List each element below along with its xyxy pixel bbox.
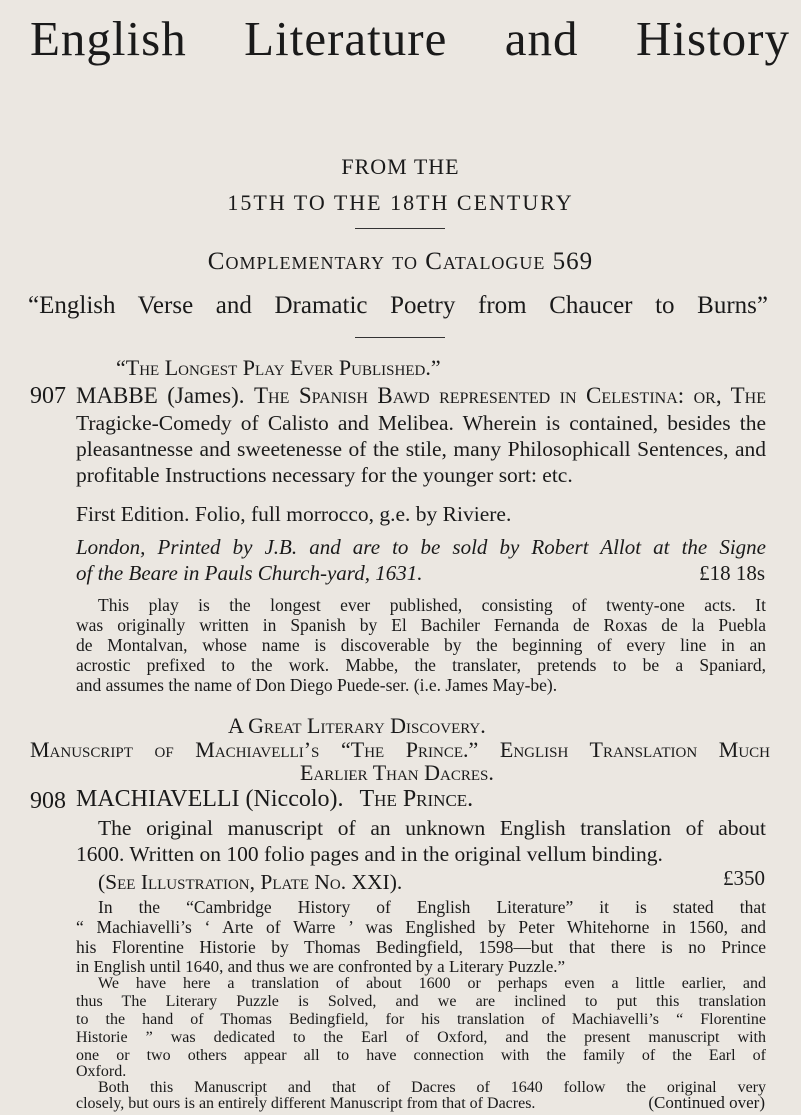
entry-title-line [76, 383, 766, 409]
entry-title-line [76, 786, 473, 813]
lot-number: 907 [30, 383, 66, 409]
complementary-line: Complementary to Catalogue 569 [207, 248, 594, 275]
divider-rule [355, 228, 445, 229]
entry-note: Oxford. [76, 1063, 127, 1080]
entry-illustration-ref: (See Illustration, Plate No. XXI). [98, 870, 403, 894]
continued-over: (Continued over) [648, 1093, 765, 1112]
page-title: English Literature and History [30, 11, 790, 66]
entry-author: MACHIAVELLI (Niccolo). [76, 786, 344, 812]
entry-description: 1600. Written on 100 folio pages and in the original vellum binding. [76, 842, 663, 866]
entry-price: £18 18s [699, 561, 765, 585]
entry-edition: First Edition. Folio, full morrocco, g.e. by Riviere. [76, 502, 512, 526]
entry-note: in English until 1640, and thus we are confronted by a Literary Puzzle.” [76, 957, 566, 976]
entry-note: one or two others appear all to have connection with the family of the Earl of [76, 1047, 766, 1064]
entry-note: to the hand of Thomas Bedingfield, for his translation of Machiavelli’s “ Florentine [76, 1011, 766, 1028]
entry-note: his Florentine Historie by Thomas Bedingfield, 1598—but that there is no Prince [76, 937, 766, 957]
entry-note: “ Machiavelli’s ‘ Arte of Warre ’ was Englished by Peter Whitehorne in 1560, and [76, 917, 766, 937]
entry-note: This play is the longest ever published, consisting of twenty-one acts. It [98, 595, 766, 615]
verse-title: “English Verse and Dramatic Poetry from Chaucer to Burns” [28, 292, 768, 319]
entry-headline: “The Longest Play Ever Published.” [116, 355, 441, 380]
entry-title-line: Tragicke-Comedy of Calisto and Melibea. Wherein is contained, besides the [76, 411, 766, 435]
entry-headline: A Great Literary Discovery. [228, 713, 486, 738]
entry-note: Both this Manuscript and that of Dacres of 1640 follow the original very [98, 1079, 766, 1096]
entry-note: de Montalvan, whose name is discoverable by the beginning of every line in an [76, 635, 766, 655]
entry-imprint: London, Printed by J.B. and are to be sold by Robert Allot at the Signe [76, 535, 766, 559]
entry-description: The original manuscript of an unknown English translation of about [98, 816, 766, 840]
entry-note: closely, but ours is an entirely different Manuscript from that of Dacres. [76, 1095, 536, 1112]
entry-price: £350 [723, 866, 765, 890]
entry-title: The Spanish Bawd represented in Celestina: or, The [253, 383, 767, 408]
subtitle-century: 15TH TO THE 18TH CENTURY [227, 190, 574, 215]
entry-title-line: pleasantnesse and sweetenesse of the stile, many Philosophicall Sentences, and [76, 437, 766, 461]
entry-note: and assumes the name of Don Diego Puede-ser. (i.e. James May-be). [76, 675, 558, 695]
entry-note: Historie ” was dedicated to the Earl of Oxford, and the present manuscript with [76, 1029, 766, 1046]
entry-note: was originally written in Spanish by El Bachiler Fernanda de Roxas de la Puebla [76, 615, 766, 635]
entry-title-line: profitable Instructions necessary for the younger sort: etc. [76, 463, 573, 487]
entry-note: In the “Cambridge History of English Literature” it is stated that [98, 897, 766, 917]
entry-note: acrostic prefixed to the work. Mabbe, the translater, pretends to be a Spaniard, [76, 655, 766, 675]
entry-author: MABBE (James). [76, 383, 245, 408]
entry-note: thus The Literary Puzzle is Solved, and we are inclined to put this translation [76, 993, 766, 1010]
entry-headline: Manuscript of Machiavelli’s “The Prince.” English Translation Much [30, 737, 770, 762]
entry-note: We have here a translation of about 1600 or perhaps even a little earlier, and [98, 975, 766, 992]
divider-rule [355, 337, 445, 338]
entry-headline: Earlier Than Dacres. [300, 760, 494, 785]
lot-number: 908 [30, 788, 66, 814]
subtitle-from: FROM THE [341, 154, 460, 179]
entry-title: The Prince. [359, 786, 474, 812]
entry-imprint: of the Beare in Pauls Church-yard, 1631. [76, 561, 423, 585]
